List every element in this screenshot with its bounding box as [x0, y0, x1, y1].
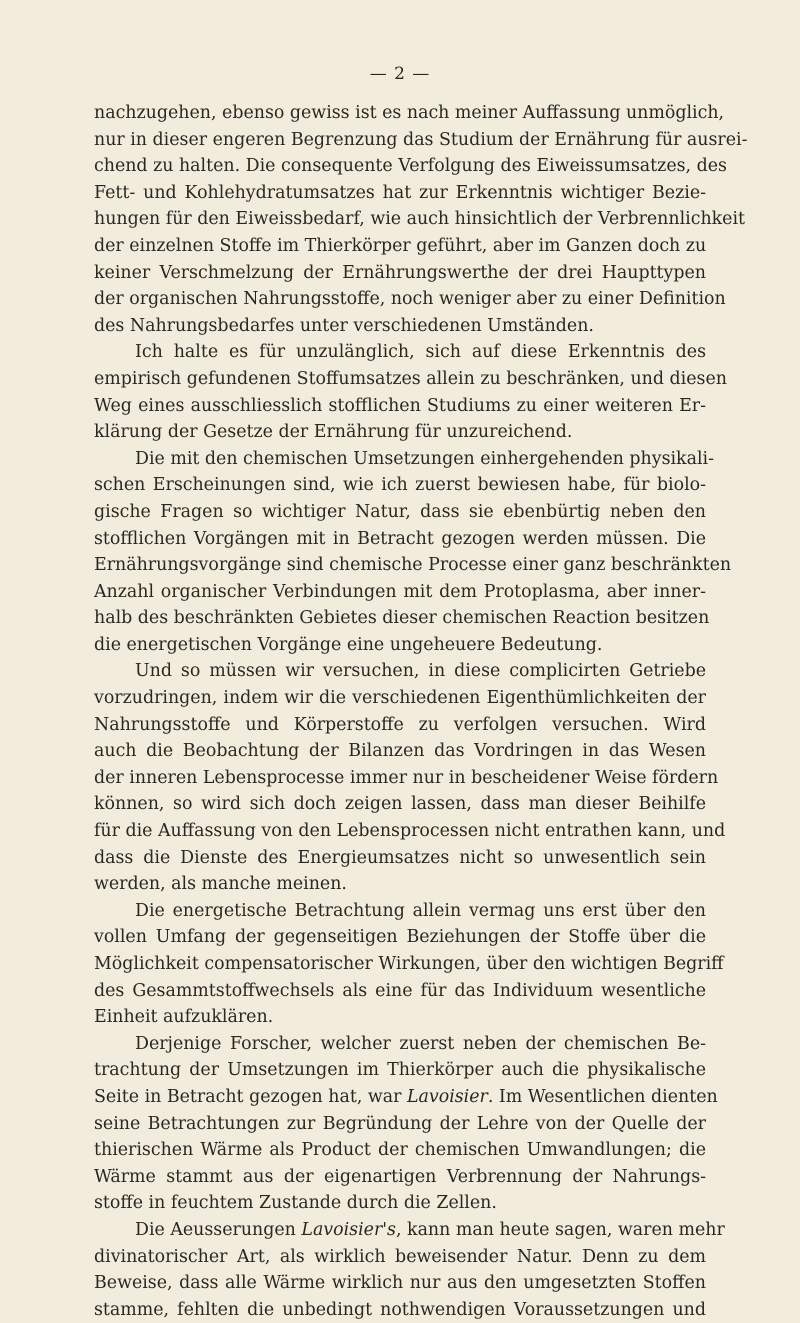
text-line: stoffe in feuchtem Zustande durch die Zellen. — [94, 1193, 497, 1214]
text-line: des Gesammtstoffwechsels als eine für das Individuum wesentliche — [94, 980, 706, 1001]
text-line: stofflichen Vorgängen mit in Betracht gezogen werden müssen. Die — [94, 528, 706, 549]
text-line: nachzugehen, ebenso gewiss ist es nach meiner Auffassung unmöglich, — [94, 103, 725, 123]
text-line: Derjenige Forscher, welcher zuerst neben der chemischen Be- — [135, 1033, 706, 1054]
text-line: trachtung der Umsetzungen im Thierkörper auch die physikalische — [94, 1060, 706, 1081]
text-line: hungen für den Eiweissbedarf, wie auch hinsichtlich der Verbrennlichkeit — [94, 209, 746, 230]
text-line: Die Aeusserungen Lavoisier's, kann man heute sagen, waren mehr — [135, 1219, 725, 1240]
text-line: Einheit aufzuklären. — [94, 1007, 274, 1028]
text-line: Seite in Betracht gezogen hat, war Lavoisier. Im Wesentlichen dienten — [94, 1086, 718, 1107]
text-line: chend zu halten. Die consequente Verfolgung des Eiweissumsatzes, des — [94, 156, 727, 177]
text-line: der inneren Lebensprocesse immer nur in bescheidener Weise fördern — [94, 767, 719, 788]
text-line: Anzahl organischer Verbindungen mit dem Protoplasma, aber inner- — [94, 581, 706, 602]
text-line: Ernährungsvorgänge sind chemische Processe einer ganz beschränkten — [94, 555, 732, 576]
text-line: vollen Umfang der gegenseitigen Beziehungen der Stoffe über die — [94, 927, 706, 948]
text-line: Und so müssen wir versuchen, in diese complicirten Getriebe — [135, 661, 706, 682]
text-line: dass die Dienste des Energieumsatzes nicht so unwesentlich sein — [94, 847, 706, 868]
text-line: Nahrungsstoffe und Körperstoffe zu verfolgen versuchen. Wird — [94, 714, 706, 735]
text-line: Ich halte es für unzulänglich, sich auf diese Erkenntnis des — [135, 342, 706, 363]
text-line: Möglichkeit compensatorischer Wirkungen, über den wichtigen Begriff — [94, 954, 724, 974]
text-line: auch die Beobachtung der Bilanzen das Vordringen in das Wesen — [94, 741, 706, 762]
text-line: der einzelnen Stoffe im Thierkörper geführt, aber im Ganzen doch zu — [94, 235, 707, 256]
text-line: Weg eines ausschliesslich stofflichen Studiums zu einer weiteren Er- — [94, 395, 706, 416]
italic-name: Lavoisier's — [301, 1219, 396, 1240]
text-line: thierischen Wärme als Product der chemischen Umwandlungen; die — [94, 1140, 706, 1161]
italic-name: Lavoisier — [406, 1086, 488, 1107]
text-line: klärung der Gesetze der Ernährung für unzureichend. — [94, 422, 573, 443]
text-line: stamme, fehlten die unbedingt nothwendigen Voraussetzungen und — [94, 1299, 706, 1320]
text-line: der organischen Nahrungsstoffe, noch weniger aber zu einer Definition — [94, 289, 726, 310]
text-line: Wärme stammt aus der eigenartigen Verbrennung der Nahrungs- — [94, 1166, 706, 1187]
text-line: keiner Verschmelzung der Ernährungswerthe der drei Haupttypen — [94, 262, 706, 283]
text-line: Die energetische Betrachtung allein vermag uns erst über den — [135, 900, 706, 921]
text-line: divinatorischer Art, als wirklich beweisender Natur. Denn zu dem — [94, 1246, 706, 1267]
text-line: Beweise, dass alle Wärme wirklich nur aus den umgesetzten Stoffen — [94, 1273, 706, 1294]
body-text — [94, 100, 748, 1323]
text-line: Die mit den chemischen Umsetzungen einhergehenden physikali- — [135, 448, 714, 469]
text-line: vorzudringen, indem wir die verschiedenen Eigenthümlichkeiten der — [94, 688, 706, 709]
text-line: empirisch gefundenen Stoffumsatzes allein zu beschränken, und diesen — [94, 368, 727, 389]
text-line: gische Fragen so wichtiger Natur, dass sie ebenbürtig neben den — [94, 501, 706, 522]
text-line: des Nahrungsbedarfes unter verschiedenen Umständen. — [94, 315, 594, 336]
text-line: halb des beschränkten Gebietes dieser chemischen Reaction besitzen — [94, 608, 710, 629]
text-line: schen Erscheinungen sind, wie ich zuerst bewiesen habe, für biolo- — [94, 475, 706, 496]
text-line: können, so wird sich doch zeigen lassen, dass man dieser Beihilfe — [94, 794, 706, 815]
text-line: werden, als manche meinen. — [94, 874, 347, 895]
text-line: seine Betrachtungen zur Begründung der Lehre von der Quelle der — [94, 1113, 706, 1134]
text-line: Fett- und Kohlehydratumsatzes hat zur Erkenntnis wichtiger Bezie- — [94, 182, 706, 203]
text-line: für die Auffassung von den Lebensprocessen nicht entrathen kann, und — [94, 821, 726, 842]
text-line: nur in dieser engeren Begrenzung das Studium der Ernährung für ausrei- — [94, 129, 748, 150]
page-number: — 2 — — [369, 64, 431, 84]
text-line: die energetischen Vorgänge eine ungeheuere Bedeutung. — [94, 634, 603, 655]
